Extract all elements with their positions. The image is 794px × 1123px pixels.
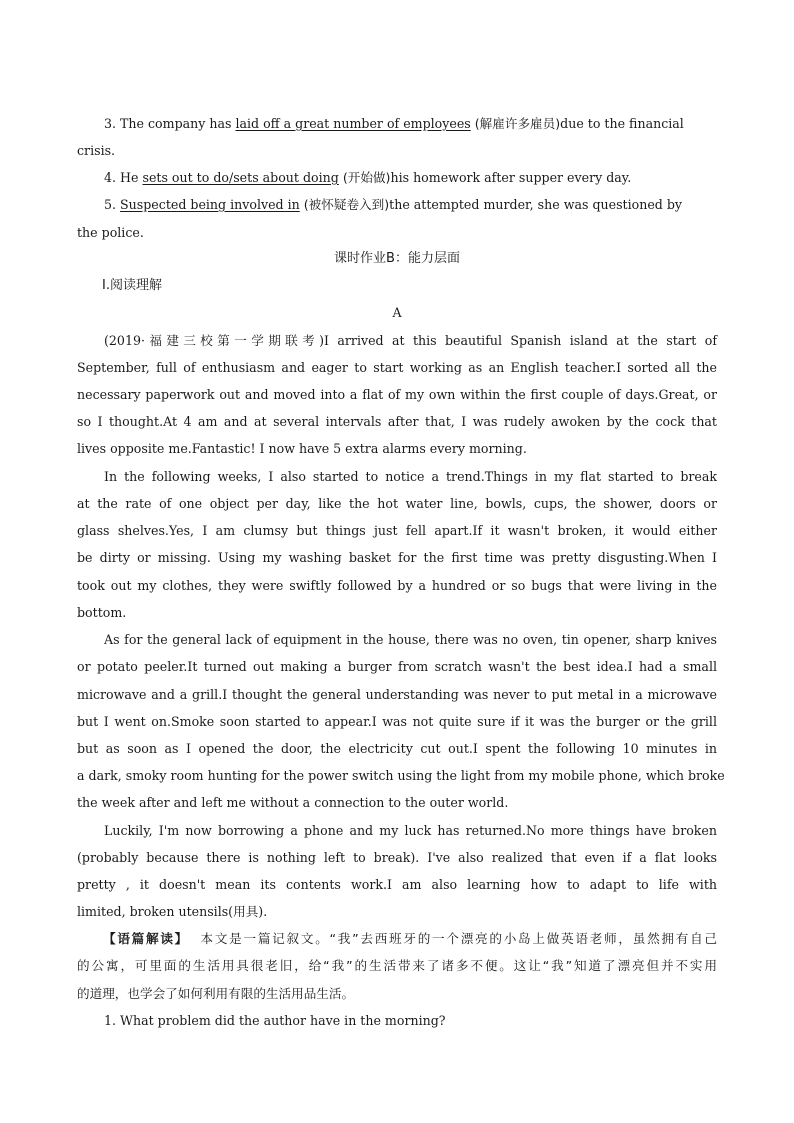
passage-line: (2019·福建三校第一学期联考)I arrived at this beautiful Spanish island at the start of [104, 333, 717, 348]
passage-line: Luckily, I'm now borrowing a phone and my luck has returned.No more things have broken [104, 823, 717, 838]
chinese-hint: (解雇许多雇员) [470, 116, 561, 131]
passage-line: bottom. [77, 605, 127, 620]
passage-line: but I went on.Smoke soon started to appear.I was not quite sure if it was the burger or the grill [77, 714, 717, 729]
passage-line: at the rate of one object per day, like the hot water line, bowls, cups, the shower, doors or [77, 496, 717, 511]
passage-line: As for the general lack of equipment in the house, there was no oven, tin opener, sharp knives [104, 632, 717, 647]
fill-item-5 [104, 197, 717, 213]
section-title: 课时作业B：能力层面 [334, 251, 460, 266]
answer-blank: sets out to do/sets about doing [142, 170, 339, 185]
part-title: Ⅰ.阅读理解 [102, 278, 162, 293]
chinese-hint: (开始做) [338, 170, 391, 185]
item-text: He [116, 170, 143, 185]
analysis-line: 的公寓，可里面的生活用具很老旧，给“我”的生活带来了诸多不便。这让“我”知道了漂亮但并不实用 [77, 958, 717, 973]
item-number: 3. [104, 116, 117, 131]
passage-line: but as soon as I opened the door, the electricity cut out.I spent the following 10 minutes in [77, 741, 717, 756]
passage-line: be dirty or missing. Using my washing basket for the first time was pretty disgusting.When I [77, 550, 717, 565]
chinese-hint: (被怀疑卷入到) [299, 197, 390, 212]
item-text: due to the financial [560, 116, 684, 131]
passage-line: took out my clothes, they were swiftly followed by a hundred or so bugs that were living in the [77, 578, 717, 593]
passage-line: limited, broken utensils(用具). [77, 904, 268, 919]
passage-line: In the following weeks, I also started to notice a trend.Things in my flat started to break [104, 469, 717, 484]
passage-line: pretty , it doesn't mean its contents work.I am also learning how to adapt to life with [77, 877, 717, 892]
passage-line: necessary paperwork out and moved into a flat of my own within the first couple of days.Great, or [77, 387, 717, 402]
item-number: 4. [104, 170, 117, 185]
question-1: 1. What problem did the author have in the morning? [104, 1013, 446, 1028]
passage-line: September, full of enthusiasm and eager to start working as an English teacher.I sorted all the [77, 360, 717, 375]
passage-line: (probably because there is nothing left to break). I've also realized that even if a flat looks [77, 850, 717, 865]
item-text: his homework after supper every day. [390, 170, 632, 185]
passage-line: lives opposite me.Fantastic! I now have 5 extra alarms every morning. [77, 441, 527, 456]
passage-line: or potato peeler.It turned out making a burger from scratch wasn't the best idea.I had a small [77, 659, 717, 674]
answer-blank: laid off a great number of employees [235, 116, 471, 131]
answer-blank: Suspected being involved in [120, 197, 300, 212]
analysis-text: 本文是一篇记叙文。“我”去西班牙的一个漂亮的小岛上做英语老师，虽然拥有自己 [200, 931, 718, 946]
passage-line: the week after and left me without a connection to the outer world. [77, 795, 509, 810]
passage-label: A [392, 305, 402, 320]
passage-line: a dark, smoky room hunting for the power switch using the light from my mobile phone, which broke [77, 768, 725, 783]
fill-item-5-continued: the police. [77, 225, 144, 240]
item-text: The company has [116, 116, 236, 131]
fill-item-3-continued: crisis. [77, 143, 116, 158]
analysis-line [103, 931, 717, 947]
item-number: 5. [104, 197, 117, 212]
analysis-line: 的道理，也学会了如何利用有限的生活用品生活。 [77, 986, 355, 1001]
passage-line: microwave and a grill.I thought the general understanding was never to put metal in a microwave [77, 687, 717, 702]
passage-line: glass shelves.Yes, I am clumsy but things just fell apart.If it wasn't broken, it would either [77, 523, 717, 538]
item-text: the attempted murder, she was questioned by [389, 197, 683, 212]
passage-line: so I thought.At 4 am and at several intervals after that, I was rudely awoken by the cock that [77, 414, 717, 429]
fill-item-4 [104, 170, 717, 186]
analysis-label: 【语篇解读】 [103, 931, 190, 946]
fill-item-3 [104, 116, 717, 132]
